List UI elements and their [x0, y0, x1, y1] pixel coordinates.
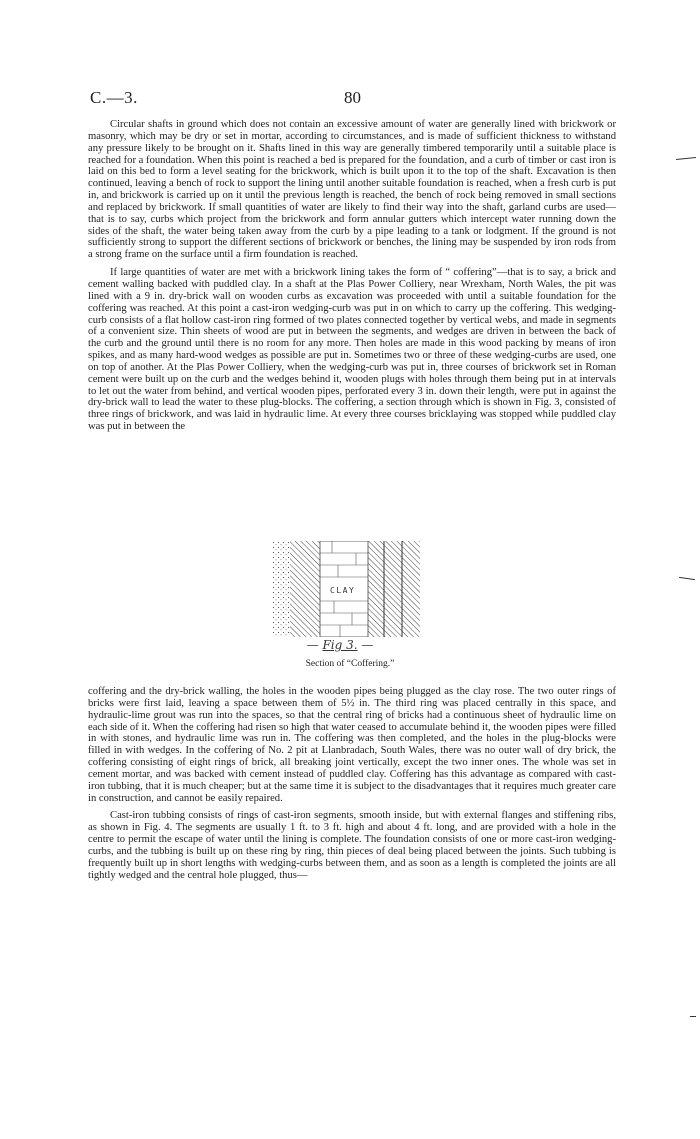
brick-rings	[368, 541, 420, 637]
clay-label: CLAY	[330, 586, 356, 595]
paragraph: coffering and the dry-brick walling, the holes in the wooden pipes being plugged as the clay rose. The two outer rings of bricks were first laid, leaving a space between them of 5½ in. The third ring was placed centrally in this space, and hydraulic-lime grout was run into the spaces, so that the central ring of bricks had a continuous sheet of hydraulic lime on each side of it. When the coffering had risen so high that water ceased to accumulate behind it, the wooden pipes were filled in with stones, and hydraulic lime was run in. The coffering was then completed, and the holes in the plug-blocks were filled in with wedges. In the coffering of No. 2 pit at Llanbradach, South Wales, there was no outer wall of dry brick, the coffering consisting of eight rings of brick, all breaking joint vertically, except the two inner ones. The whole was set in cement mortar, and was backed with cement instead of puddled clay. Coffering has this advantage as compared with cast-iron tubbing, that it is much cheaper; but at the same time it is subject to the disadvantages that it requires much greater care in construction, and cannot be easily repaired.	[88, 686, 616, 804]
figure-caption: Section of “Coffering.”	[305, 659, 395, 669]
section-header: C.—3.	[90, 88, 138, 107]
ground-area	[272, 541, 290, 637]
margin-mark	[679, 577, 695, 580]
page-number: 80	[344, 88, 361, 107]
text-block-top	[88, 119, 616, 439]
dry-brick-ring	[290, 541, 320, 637]
paragraph: If large quantities of water are met with a brickwork lining takes the form of “ coffering”—that is to say, a brick and cement walling backed with puddled clay. In a shaft at the Plas Power Colliery, near Wrexham, North Wales, the pit was lined with a 9 in. dry-brick wall on wooden curbs as excavation was proceeded with until a suitable foundation for the coffering was reached. At this point a cast-iron wedging-curb was put in on which to carry up the coffering. This wedging-curb consists of a flat hollow cast-iron ring formed of two plates connected together by vertical webs, and made in segments of a convenient size. Thin sheets of wood are put in between the segments, and wedges are driven in between the back of the curb and the ground until there is no room for any more. Then holes are made in this wood packing by means of iron spikes, and as many hard-wood wedges as possible are put in. Sometimes two or three of these wedging-curbs are used, one on top of another. At the Plas Power Colliery, when the wedging-curb was put in, three courses of brickwork set in Roman cement were built up on the curb and the wedges behind it, wooden plugs with holes through them being put in at intervals to let out the water from behind, and vertical wooden pipes, perforated every 3 in. down their length, were put in against the dry-brick wall to lead the water to these plug-blocks. The coffering, a section through which is shown in Fig. 3, consisted of three rings of brickwork, and was laid in hydraulic lime. At every three courses bricklaying was stopped while puddled clay was put in between the	[88, 267, 616, 433]
margin-mark	[690, 1016, 696, 1017]
coffering-section-figure	[272, 541, 420, 637]
figure-label-text: Fig 3.	[322, 638, 358, 652]
paragraph: Cast-iron tubbing consists of rings of cast-iron segments, smooth inside, but with external flanges and stiffening ribs, as shown in Fig. 4. The segments are usually 1 ft. to 3 ft. high and about 4 ft. long, and are provided with a hole in the centre to permit the escape of water until the lining is complete. The foundation consists of one or more cast-iron wedging-curbs, and the tubbing is built up on these ring by ring, thin pieces of deal being placed between the joints. Such tubbing is frequently built up in short lengths with wedging-curbs between them, and as soon as a length is completed the joints are all tightly wedged and the central hole plugged, thus—	[88, 810, 616, 881]
figure-label: — Fig 3. —	[306, 638, 374, 652]
paragraph: Circular shafts in ground which does not contain an excessive amount of water are generally lined with brickwork or masonry, which may be dry or set in mortar, according to circumstances, and is made of sufficient thickness to withstand any pressure likely to be brought on it. Shafts lined in this way are generally timbered temporarily until a suitable place is reached for a foundation. When this point is reached a bed is prepared for the foundation, and a curb of timber or cast iron is laid on this bed to form a level seating for the brickwork, which is built upon it to the top of the shaft. Excavation is then continued, leaving a bench of rock to support the lining until another suitable foundation is reached, when a fresh curb is put in, and brickwork is carried up on it until the previous length is reached, the bench of rock being removed in small sections and replaced by brickwork. If small quantities of water are likely to find their way into the shaft, garland curbs are used—that is to say, curbs which project from the brickwork and form annular gutters which intercept water running down the sides of the shaft, the water being taken away from the curb by a pipe leading to a tank or lodgment. If the ground is not sufficiently strong to support the different sections of brickwork or benches, the lining may be suspended by iron rods from a strong frame on the surface until a firm foundation is reached.	[88, 119, 616, 261]
text-block-bottom	[88, 686, 616, 888]
margin-mark	[676, 157, 696, 160]
